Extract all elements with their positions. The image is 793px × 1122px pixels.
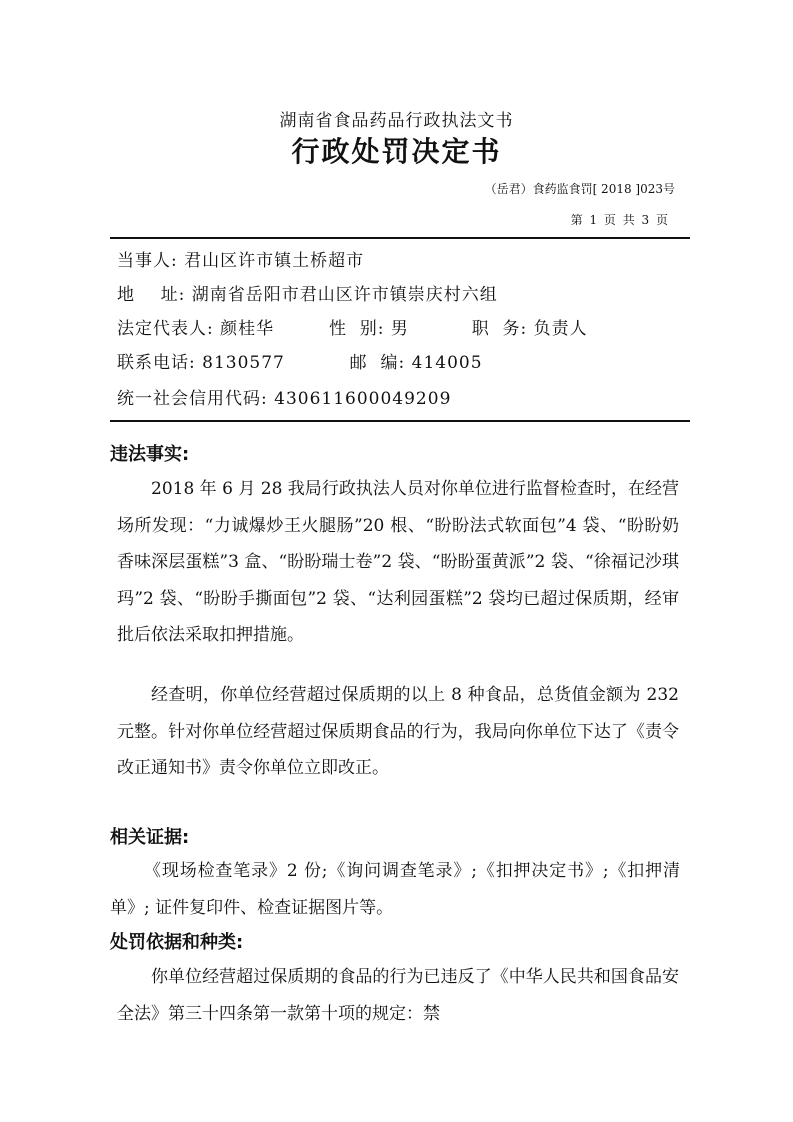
- facts-heading: 违法事实:: [110, 444, 190, 465]
- position-value: 负责人: [533, 319, 588, 339]
- basis-heading: 处罚依据和种类:: [110, 932, 244, 953]
- address-label: 地 址:: [117, 285, 186, 305]
- representative-row: [117, 314, 588, 339]
- gender-value: 男: [390, 319, 409, 339]
- representative-label: 法定代表人:: [117, 319, 214, 339]
- address-value: 湖南省岳阳市君山区许市镇崇庆村六组: [191, 285, 498, 305]
- phone-label: 联系电话:: [117, 353, 196, 373]
- issuer-line: 湖南省食品药品行政执法文书: [279, 111, 514, 131]
- page-indicator: 第 1 页 共 3 页: [570, 213, 668, 227]
- facts-paragraph-2: 经查明，你单位经营超过保质期的以上 8 种食品，总货值金额为 232 元整。针对你单位经营超过保质期食品的行为，我局向你单位下达了《责令改正通知书》责令你单位立即改正。: [117, 685, 679, 778]
- basis-paragraph: 你单位经营超过保质期的食品的行为已违反了《中华人民共和国食品安全法》第三十四条第一款第十项的规定：禁: [117, 967, 679, 1024]
- postcode-label: 邮 编:: [349, 353, 406, 373]
- facts-paragraph-1: 2018 年 6 月 28 我局行政执法人员对你单位进行监督检查时，在经营场所发现：“力诚爆炒王火腿肠”20 根、“盼盼法式软面包”4 袋、“盼盼奶香味深层蛋糕”3 盒、“盼盼瑞士卷”2 袋、“盼盼蛋黄派”2 袋、“徐福记沙琪玛”2 袋、“盼盼手撕面包”2 袋、“达利园蛋糕”2 袋均已超过保质期，经审批后依法采取扣押措施。: [117, 479, 679, 645]
- credit-code-row: [117, 384, 451, 409]
- gender-label: 性 别:: [328, 319, 385, 339]
- evidence-paragraph: 《现场检查笔录》2 份;《询问调查笔录》;《扣押决定书》;《扣押清单》; 证件复印件、检查证据图片等。: [110, 861, 680, 918]
- party-name-label: 当事人:: [117, 251, 178, 271]
- contact-row: [117, 348, 483, 373]
- party-name-value: 君山区许市镇土桥超市: [184, 251, 365, 271]
- party-name-row: [117, 246, 364, 271]
- representative-value: 颜桂华: [220, 319, 275, 339]
- bottom-divider: [110, 420, 690, 422]
- credit-code-label: 统一社会信用代码:: [117, 389, 268, 409]
- document-number: （岳君）食药监食罚[ 2018 ]023号: [484, 182, 675, 196]
- credit-code-value: 430611600049209: [274, 389, 452, 409]
- evidence-heading: 相关证据:: [110, 827, 190, 848]
- postcode-value: 414005: [411, 353, 483, 373]
- address-row: [117, 280, 498, 305]
- position-label: 职 务:: [471, 319, 528, 339]
- phone-value: 8130577: [202, 353, 285, 373]
- top-divider: [110, 237, 690, 239]
- document-title: 行政处罚决定书: [291, 135, 502, 168]
